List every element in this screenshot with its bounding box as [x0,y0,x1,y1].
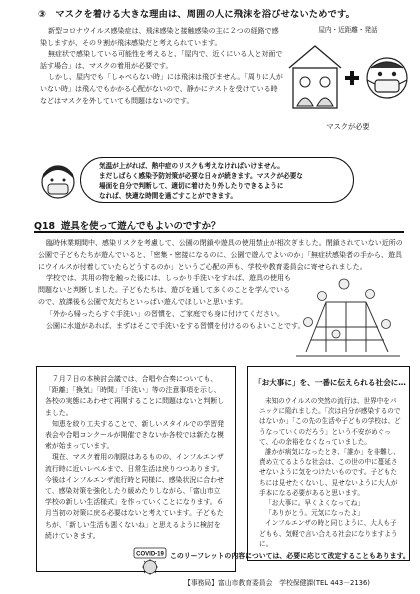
heatstroke-line: なれば、快適な時間を過ごすことができます。 [99,192,237,200]
school-paragraph: 現在、マスク着用の制限はあるものの、インフルエンザ流行時に近いレベルまで、日常生活は戻りつつあります。今後はインフルエンザ流行時と同様に、感染状況に合わせて、感染対策を強化したり緩めたりしながら、「富山市立学校の新しい生活様式」を作っていくことになります。６月当初の対策に戻る必要はないと考えています。子どもたちが、「新しい生活も悪くないね」と思えるように検討を続けていきます。 [45,453,224,540]
heatstroke-line: 場面を自分で判断して、適切に着けたり外したりできるように [99,182,284,190]
section3-body [40,26,283,107]
q18-paragraph: 公園に水道があれば、まずはそこで手洗いをする習慣を付けるのもよいことです。 [46,321,305,330]
q18-heading [34,214,404,233]
column-paragraph: インフルエンザの時と同じように、大人も子どもも、気軽で言い合える社会になりますように。 [259,519,398,548]
heatstroke-line: 気温が上がれば、熱中症のリスクも考えなければいけません。 [99,162,284,170]
people-icon [297,77,333,106]
house-icon [289,46,341,108]
column-paragraph: 誰かが病気になったとき、「誰か」を非難し、責め立てるような社会は、この世の中に蔓延させないように気をつけたいものです。子どもたちには見せたくないし、見せないように大人が手本になる必要があると思います。 [259,448,400,497]
contact-line: 【事務局】富山市教育委員会 学校保健課(TEL 443－2136) [184,579,370,587]
revision-note: このリーフレットの内容については、必要に応じて改定することもあります。 [170,552,410,560]
plus-icon [345,71,359,85]
q18-paragraph: 「外から帰ったらすぐ手洗い」の習慣を、ご家庭でも身に付けてください。 [46,309,284,318]
column-paragraph: 「ありがとう。元気になったよ」 [265,509,364,518]
heatstroke-line: まだしばらく感染予防対策が必要な日々が続きます。マスクが必要な [99,172,303,180]
masked-face-icon [367,58,407,98]
q18-body [38,238,408,332]
masked-child-icon [36,160,80,204]
q18-paragraph: 学校では、共用の物を触った後には、しっかり手洗いをすれば、遊具の使用も問題ないと判断しました。子どもたちは、遊びを通して多くのことを学んでいるので、放課後も公園で友だちといっぱい遊んでほしいと思います。 [38,274,291,306]
question-number: Q18 [34,221,56,232]
q18-paragraph: 臨時休業期間中、感染リスクを考慮して、公園の閉鎖や遊具の使用禁止が相次ぎました。閉鎖されていない近所の公園で子どもたちが遊んでいると、「密集・密接になるのに、公園で遊んでよいのか」「無症状感染者の手から、遊具にウイルスが付着していたらどうするのか」というご心配の声も、学校や教育委員会に寄せられました。 [38,239,403,271]
covid19-logo [133,547,167,575]
column-title: 「お大事に」を、一番に伝えられる社会に… [254,378,406,387]
section3-paragraph: 新型コロナウイルス感染症は、飛沫感染と接触感染の主に２つの経路で感染しますが、その９割が飛沫感染だと考えられています。 [40,27,279,47]
section3-paragraph: しかし、屋内でも「しゃべらない時」には飛沫は飛びません。「周りに人がいない時」は飛んでもかかる心配がないので、静かにテストを受けている時などはマスクを外していても問題はないのです。 [40,73,283,105]
column-body [259,396,403,549]
mask-illustration [283,34,413,118]
section3-paragraph: 無症状で感染している可能性を考えると、「屋内で、近くにいる人と対面で話す場合」は、マスクの着用が必要です。 [40,50,283,70]
question-text: 遊具を使って遊んでもよいのですか？ [61,221,221,232]
section3-title: ③ マスクを着ける大きな理由は、周囲の人に飛沫を浴びせないためです。 [38,9,356,20]
figure-caption-bottom: マスクが必要 [326,122,370,131]
heatstroke-notice [80,157,354,203]
school-paragraph: ７月７日の本検討会議では、合唱や合奏についても、「距離」「換気」「時間」「手洗い」等の注意事項を示し、各校の実態にあわせて再開することに問題はないと判断しました。 [45,375,225,417]
column-paragraph: 未知のウイルスの突然の流行は、世界中をパニックに陥れました。「次は自分が感染するのではないか」「この先の生活や子どもの学校は、どうなっていくのだろう」という不安がめぐって、心の余裕をなくなっていました。 [259,397,401,446]
mask-figure [283,24,413,152]
logo-label: COVID-19 [136,551,164,558]
figure-caption-top: 屋内・近距離・発話 [318,26,378,34]
school-meeting-box [36,366,236,572]
get-well-column [247,366,410,561]
column-paragraph: 「お大事に。早くよくなってね」 [265,499,364,508]
school-paragraph: 知恵を絞り工夫することで、新しいスタイルでの学習発表会や合唱コンクールが開催できないか各校では新たな模索が始まっています。 [45,419,224,451]
